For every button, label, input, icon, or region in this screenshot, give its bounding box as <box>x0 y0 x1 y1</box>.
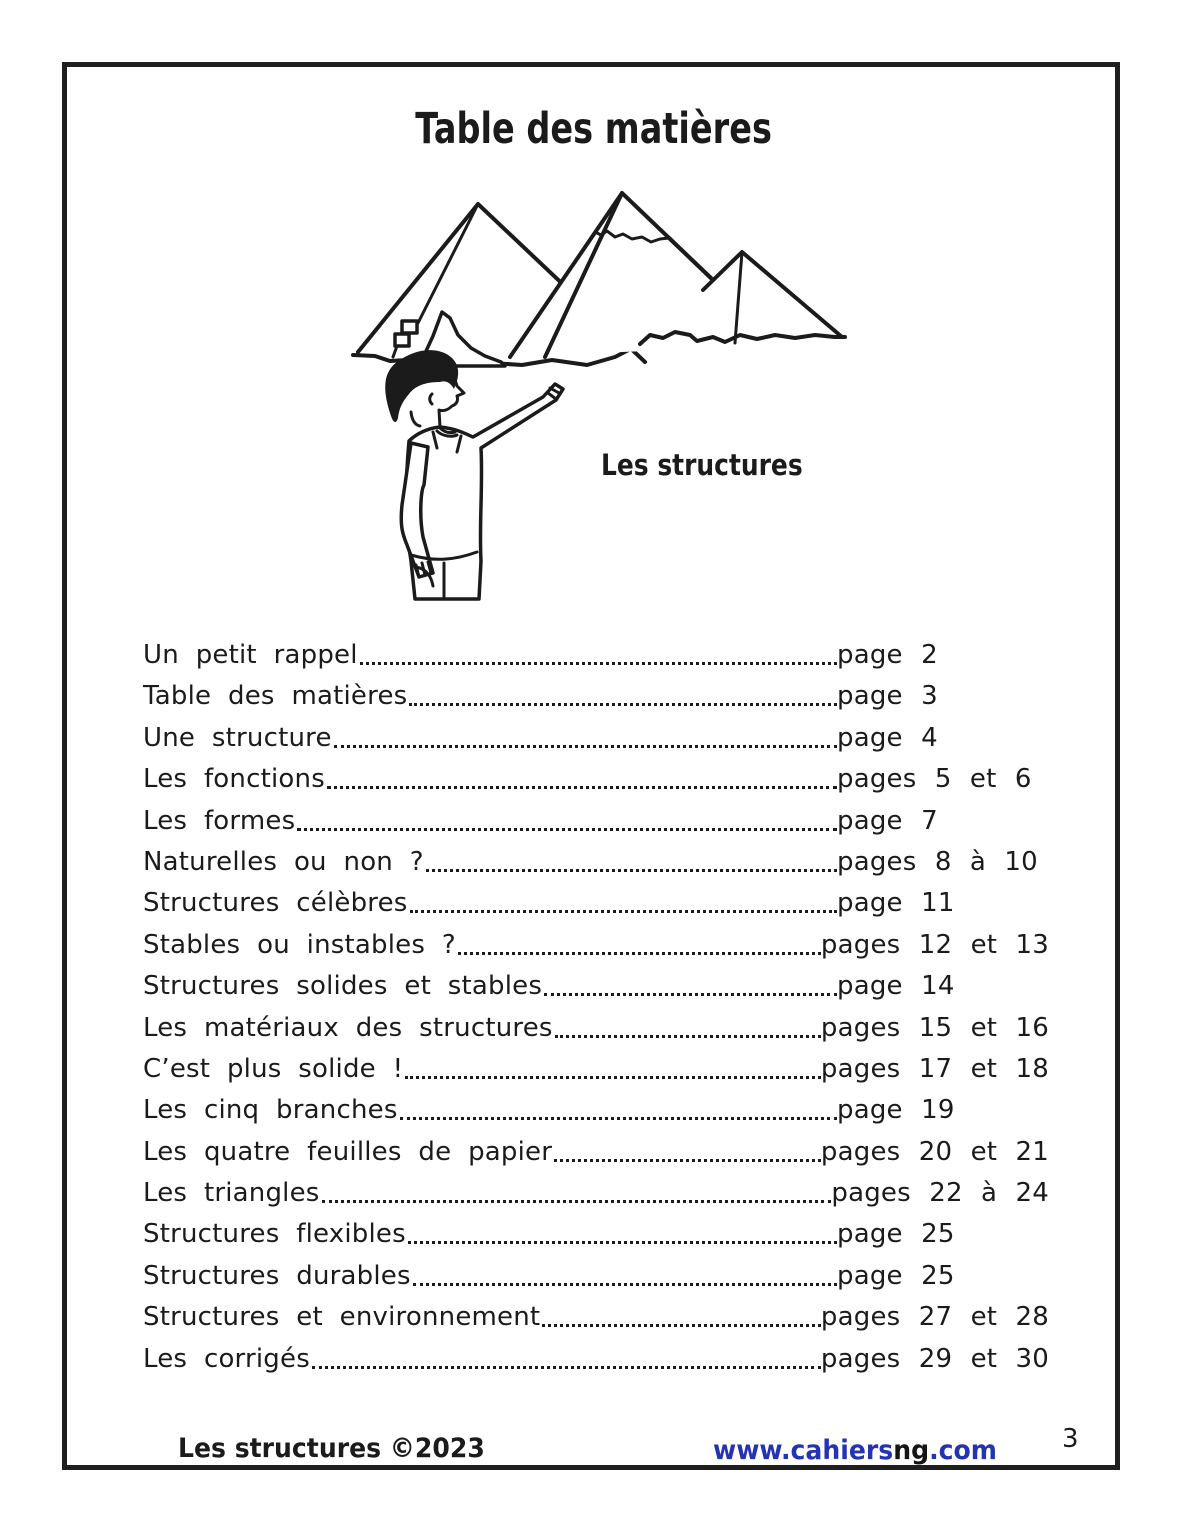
toc-entry-page: pages 5 et 6 <box>837 764 1032 795</box>
dot-leader <box>409 703 837 706</box>
toc-entry-title: Structures solides et stables <box>143 971 543 1002</box>
toc-entry-title: Les cinq branches <box>143 1095 398 1126</box>
page-title: Table des matières <box>415 104 772 154</box>
pyramid-entrance-block <box>402 321 417 333</box>
toc-entry-page: page 14 <box>837 971 955 1002</box>
dot-leader <box>322 1200 832 1203</box>
toc-entry <box>143 971 1049 1002</box>
toc-entry <box>143 805 1049 836</box>
toc-entry-title: Structures célèbres <box>143 888 408 919</box>
footer-url-segment[interactable]: www.cahiers <box>713 1435 894 1466</box>
dot-leader <box>297 828 837 831</box>
toc-entry <box>143 1012 1049 1043</box>
footer-book-title: Les structures ©2023 <box>178 1433 485 1464</box>
toc-entry <box>143 1095 1049 1126</box>
dot-leader <box>312 1366 821 1369</box>
toc-entry-title: Les triangles <box>143 1178 320 1209</box>
footer-url[interactable] <box>713 1435 997 1466</box>
dot-leader <box>426 869 837 872</box>
toc-entry <box>143 1053 1049 1084</box>
toc-entry-page: pages 8 à 10 <box>837 846 1038 877</box>
toc-entry-page: pages 20 et 21 <box>820 1136 1049 1167</box>
toc-entry-page: page 7 <box>837 805 938 836</box>
toc-entry <box>143 846 1049 877</box>
dot-leader <box>410 910 837 913</box>
toc-entry-title: Naturelles ou non ? <box>143 846 424 877</box>
toc-entry <box>143 1343 1049 1374</box>
toc-entry-page: pages 12 et 13 <box>820 929 1049 960</box>
dot-leader <box>555 1035 821 1038</box>
pyramid-left-edge <box>418 204 478 323</box>
toc-entry-title: Une structure <box>143 722 332 753</box>
toc-entry-page: page 11 <box>837 888 955 919</box>
toc-entry <box>143 681 1049 712</box>
dot-leader <box>544 993 837 996</box>
dot-leader <box>327 786 837 789</box>
toc-entry-title: Stables ou instables ? <box>143 929 456 960</box>
dot-leader <box>408 1241 837 1244</box>
toc-entry-title: Structures durables <box>143 1260 411 1291</box>
dot-leader <box>360 662 837 665</box>
toc-entry-title: Structures et environnement <box>143 1302 541 1333</box>
toc-entry-title: Les formes <box>143 805 296 836</box>
dot-leader <box>458 952 821 955</box>
toc-entry-title: Les corrigés <box>143 1343 310 1374</box>
toc-entry <box>143 1219 1049 1250</box>
toc-entry <box>143 722 1049 753</box>
dot-leader <box>405 1076 821 1079</box>
toc-entry-title: C’est plus solide ! <box>143 1053 404 1084</box>
toc-entry-page: pages 27 et 28 <box>820 1302 1049 1333</box>
toc-entry-title: Les quatre feuilles de papier <box>143 1136 553 1167</box>
toc-entry-page: page 3 <box>837 681 938 712</box>
toc-entry <box>143 1178 1049 1209</box>
dot-leader <box>413 1283 837 1286</box>
dot-leader <box>542 1324 821 1327</box>
toc-entry-page: pages 15 et 16 <box>820 1012 1049 1043</box>
toc-entry-page: pages 29 et 30 <box>820 1343 1049 1374</box>
toc-entry-page: page 4 <box>837 722 938 753</box>
toc-entry-page: page 19 <box>837 1095 955 1126</box>
dot-leader <box>400 1117 837 1120</box>
toc-entry <box>143 642 1049 668</box>
toc-entry <box>143 1136 1049 1167</box>
toc-entry-page: page 25 <box>837 1260 955 1291</box>
toc-entry-title: Les matériaux des structures <box>143 1012 553 1043</box>
toc-entry-page: page 2 <box>837 640 938 670</box>
pyramid-right-fill <box>690 252 842 337</box>
toc-entry-page: pages 17 et 18 <box>820 1053 1049 1084</box>
toc-entry-title: Les fonctions <box>143 764 325 795</box>
pyramid-entrance-block <box>395 334 409 346</box>
toc-entry <box>143 888 1049 919</box>
toc-entry-title: Un petit rappel <box>143 640 358 670</box>
toc-entry-page: page 25 <box>837 1219 955 1250</box>
pyramid-entrance-step <box>393 346 397 357</box>
toc-entry <box>143 764 1049 795</box>
toc-entry-page: pages 22 à 24 <box>831 1178 1049 1209</box>
dot-leader <box>554 1159 821 1162</box>
toc-entry <box>143 1260 1049 1291</box>
illustration-caption: Les structures <box>601 448 803 482</box>
pyramids-illustration <box>345 185 880 605</box>
toc-entry <box>143 1302 1049 1333</box>
toc-entry-title: Table des matières <box>143 681 408 712</box>
table-of-contents <box>143 642 1049 1387</box>
footer-url-segment[interactable]: ng <box>893 1435 930 1466</box>
footer-url-segment[interactable]: .com <box>929 1435 997 1466</box>
toc-entry <box>143 929 1049 960</box>
dot-leader <box>334 745 837 748</box>
toc-entry-title: Structures flexibles <box>143 1219 406 1250</box>
page-number: 3 <box>1062 1424 1079 1454</box>
